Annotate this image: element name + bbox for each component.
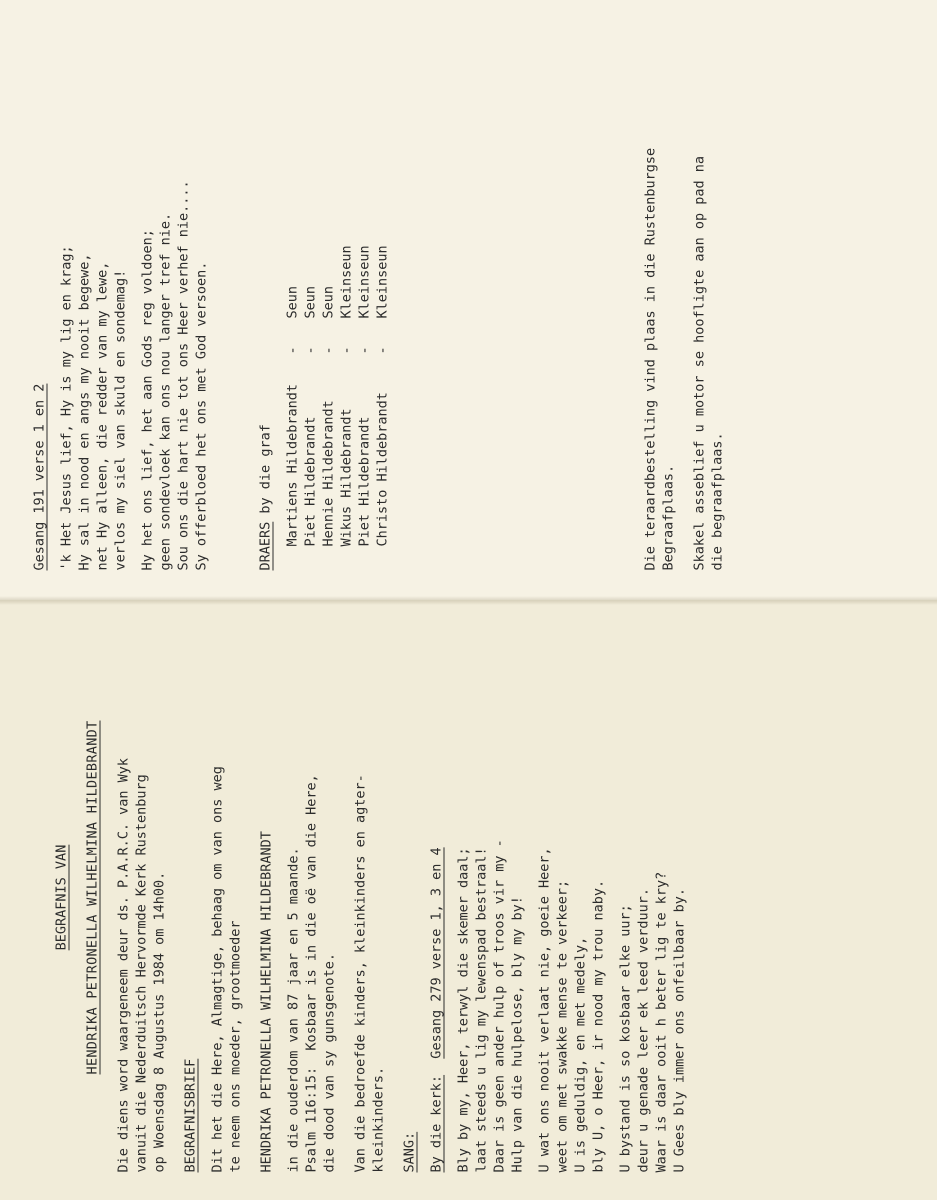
song-verse-line: U Gees bly immer ons onfeilbaar by. <box>671 887 687 1172</box>
deceased-name-title: HENDRIKA PETRONELLA WILHELMINA HILDEBRANDT <box>84 720 100 1074</box>
bearer-name: Hennie Hildebrandt <box>320 399 336 546</box>
bearers-list <box>283 22 391 546</box>
hymn-verse-line: Sy offerbloed het ons met God versoen. <box>193 261 209 570</box>
bearer-name: Martiens Hildebrandt <box>284 383 300 546</box>
bearer-relation: Seun <box>302 285 318 318</box>
bearer-name: Piet Hildebrandt <box>302 415 318 546</box>
song-verse-line: U is geduldig, en met medely, <box>572 936 588 1172</box>
service-line: vanuit die Nederduitsch Hervormde Kerk Rustenburg <box>133 773 149 1172</box>
bearer-dash: - <box>374 345 390 354</box>
hymn-verse-line: geen sondevloek kan ons nou langer tref nie. <box>157 212 173 570</box>
bearer-row <box>283 22 301 546</box>
bearer-dash: - <box>356 345 372 354</box>
bearer-dash: - <box>320 345 336 354</box>
song-verse-line: Waar is daar ooit h beter lig te kry? <box>653 871 669 1172</box>
song-verse-line: Daar is geen ander hulp of troos vir my - <box>491 838 507 1172</box>
service-line: Die diens word waargeneem deur ds. P.A.R.C. van Wyk <box>115 757 131 1172</box>
song-verse-line: Hulp van die hulpelose, bly my by! <box>509 895 525 1172</box>
song-title: By die kerk: Gesang 279 verse 1, 3 en 4 <box>428 846 444 1172</box>
letter-intro-line: te neem ons moeder, grootmoeder <box>227 920 243 1172</box>
bearer-dash: - <box>302 345 318 354</box>
bearer-name: Wikus Hildebrandt <box>338 407 354 546</box>
left-page <box>0 600 937 1200</box>
song-verse-line: U bystand is so kosbaar elke uur; <box>617 903 633 1172</box>
letter-intro-line: Dit het die Here, Almagtige, behaag om van ons weg <box>209 765 225 1172</box>
bearer-relation: Kleinseun <box>338 244 354 318</box>
bearer-relation: Kleinseun <box>374 244 390 318</box>
hymn-title: Gesang 191 verse 1 en 2 <box>31 383 47 570</box>
bearer-row <box>373 22 391 546</box>
parking-note-line: Skakel asseblief u motor se hoofligte aan op pad na <box>691 155 707 570</box>
parking-note-line: die begraafplaas. <box>709 431 725 570</box>
hymn-verse-line: 'k Het Jesus lief, Hy is my lig en krag; <box>58 244 74 570</box>
song-verse-line: weet om met swakke mense te verkeer; <box>554 879 570 1172</box>
letter-age-line: in die ouderdom van 87 jaar en 5 maande. <box>285 846 301 1172</box>
bearers-heading: DRAERS by die graf <box>257 423 273 570</box>
service-line: op Woensdag 8 Augustus 1984 om 14h00. <box>151 871 167 1172</box>
bearer-name: Piet Hildebrandt <box>356 415 372 546</box>
bearer-dash: - <box>338 345 354 354</box>
burial-note-line: Begraafplaas. <box>660 464 676 570</box>
hymn-verse-line: net Hy alleen, die redder van my lewe, <box>94 261 110 570</box>
funeral-heading: BEGRAFNIS VAN <box>53 844 69 950</box>
letter-deceased-name: HENDRIKA PETRONELLA WILHELMINA HILDEBRANDT <box>258 830 274 1172</box>
letter-heading: BEGRAFNISBRIEF <box>182 1058 198 1172</box>
song-verse-line: deur u genade leer ek leed verduur. <box>635 887 651 1172</box>
bearer-row <box>337 22 355 546</box>
hymn-verse-line: Hy sal in nood en angs my nooit begewe, <box>76 253 92 570</box>
bearer-row <box>319 22 337 546</box>
bearer-name: Christo Hildebrandt <box>374 391 390 546</box>
song-heading: SANG: <box>401 1131 417 1172</box>
bearer-relation: Seun <box>284 285 300 318</box>
bearer-row <box>301 22 319 546</box>
hymn-verse-line: Hy het ons lief, het aan Gods reg voldoen; <box>139 228 155 570</box>
hymn-verse-line: verlos my siel van skuld en sondemag! <box>112 269 128 570</box>
bearer-dash: - <box>284 345 300 354</box>
burial-note-line: Die teraardbestelling vind plaas in die Rustenburgse <box>642 147 658 570</box>
bearer-row <box>355 22 373 546</box>
hymn-verse-line: Sou ons die hart nie tot ons Heer verhef nie.... <box>175 179 191 570</box>
letter-scripture-line: die dood van sy gunsgenote. <box>321 952 337 1172</box>
song-verse-line: laat steeds u lig my lewenspad bestraal! <box>473 846 489 1172</box>
letter-family-line: kleinkinders. <box>370 1066 386 1172</box>
bearer-relation: Seun <box>320 285 336 318</box>
song-verse-line: bly U, o Heer, ir nood my trou naby. <box>590 879 606 1172</box>
song-verse-line: U wat ons nooit verlaat nie, goeie Heer, <box>536 846 552 1172</box>
letter-family-line: Van die bedroefde kinders, kleinkinders en agter- <box>352 773 368 1172</box>
letter-scripture-line: Psalm 116:15: Kosbaar is in die oë van die Here, <box>303 773 319 1172</box>
bearer-relation: Kleinseun <box>356 244 372 318</box>
song-verse-line: Bly by my, Heer, terwyl die skemer daal; <box>455 846 471 1172</box>
